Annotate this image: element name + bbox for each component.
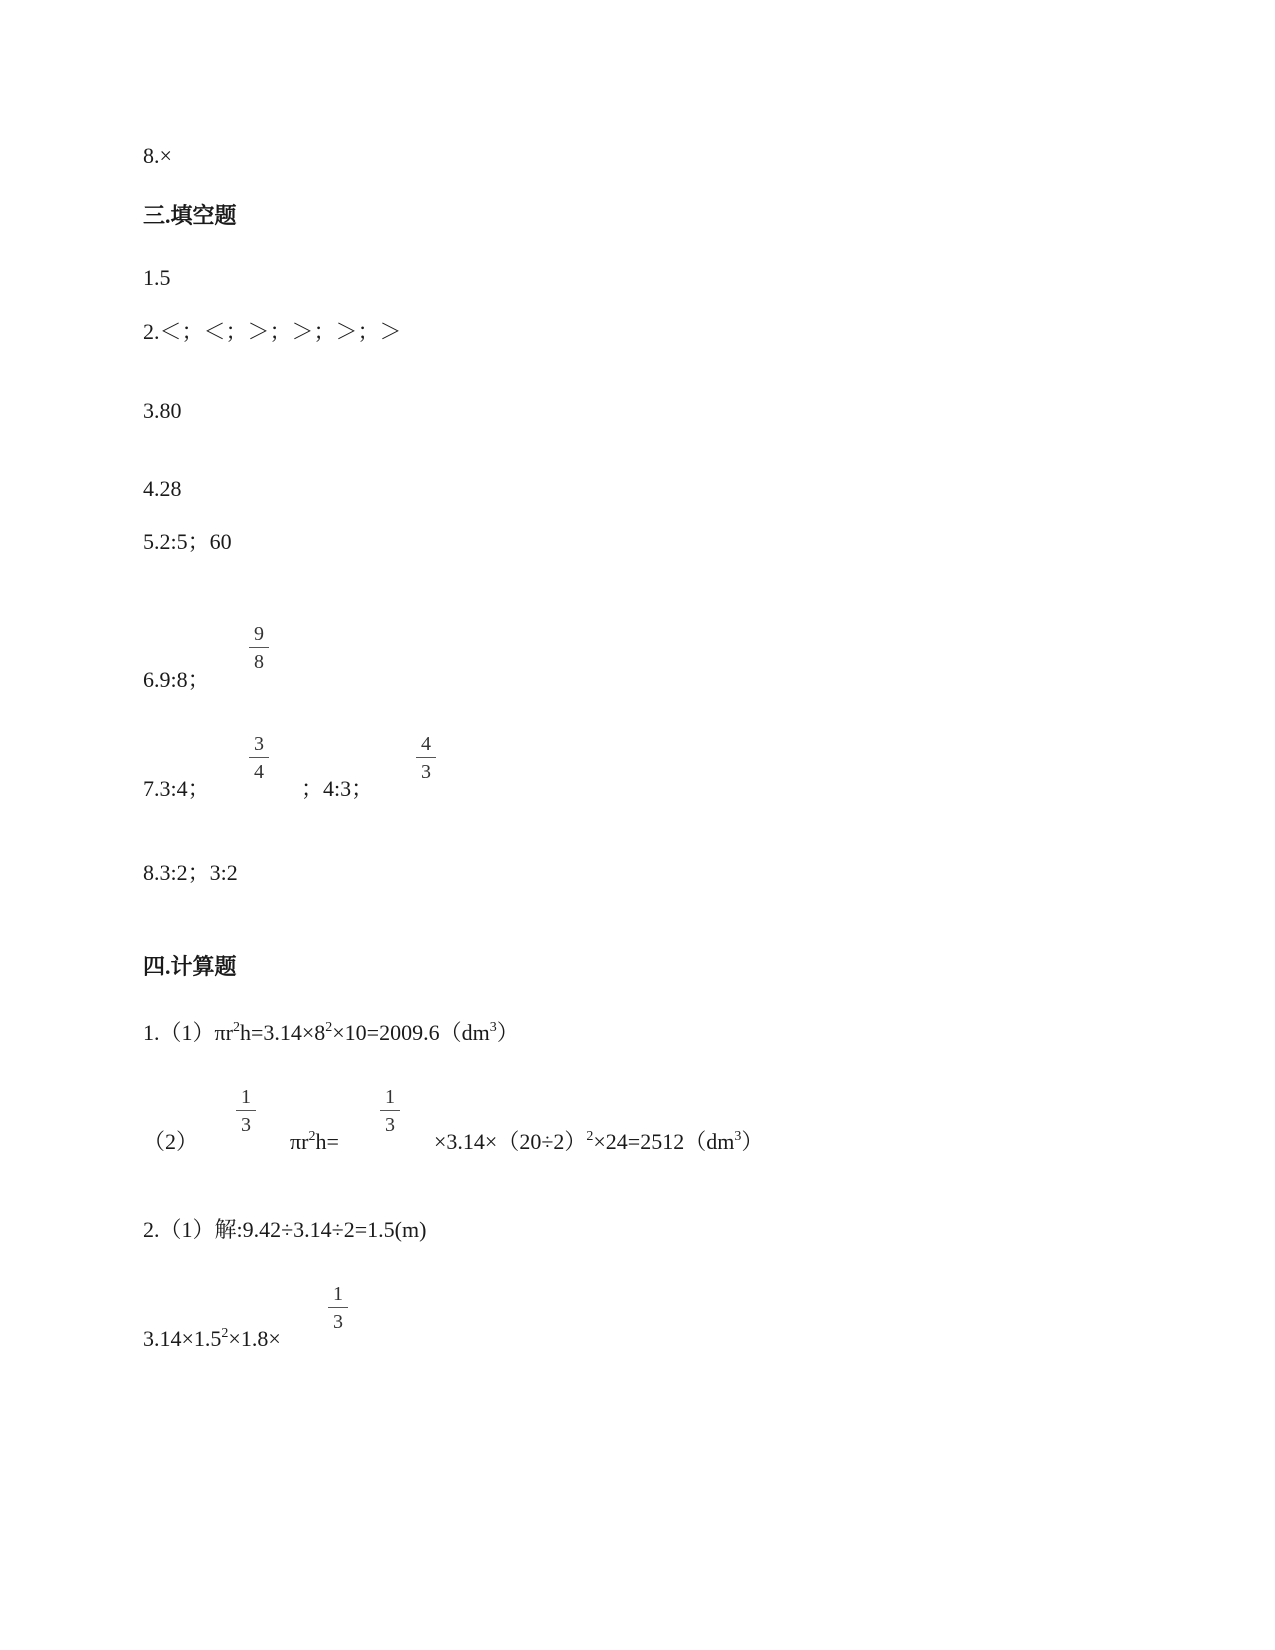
exponent: 3 <box>489 1020 497 1035</box>
fraction-1-3 <box>234 1086 258 1136</box>
answer-3-6: 6.9:8； <box>143 667 210 692</box>
answer-3-7-part2: ；4:3； <box>301 776 374 801</box>
answer-4-2-part2 <box>143 1326 281 1352</box>
fraction-denominator: 8 <box>254 651 264 673</box>
answer-4-1-part2-label: （2） <box>143 1129 199 1154</box>
expr-text: ×3.14×（20÷2） <box>434 1129 587 1154</box>
expr-text: 1.（1）πr <box>143 1020 233 1045</box>
exponent: 2 <box>221 1326 229 1341</box>
exponent: 2 <box>232 1020 240 1035</box>
exponent: 2 <box>308 1129 316 1144</box>
section-heading-calculation: 四.计算题 <box>143 954 237 979</box>
answer-3-8: 8.3:2；3:2 <box>143 860 238 885</box>
exponent: 3 <box>734 1129 742 1144</box>
answer-3-7-part1: 7.3:4； <box>143 776 210 801</box>
fraction-numerator: 1 <box>333 1283 343 1305</box>
fraction-1-3 <box>326 1283 350 1333</box>
fraction-bar <box>249 647 269 648</box>
expr-text: h=3.14×8 <box>239 1020 326 1045</box>
fraction-numerator: 1 <box>385 1086 395 1108</box>
fraction-numerator: 4 <box>421 733 431 755</box>
fraction-denominator: 3 <box>241 1114 251 1136</box>
fraction-bar <box>328 1307 348 1308</box>
fraction-9-8 <box>247 623 271 673</box>
expr-text: 3.14×1.5 <box>143 1326 222 1351</box>
answer-3-2: 2.＜；＜；＞；＞；＞；＞ <box>143 319 402 344</box>
answer-3-5: 5.2:5；60 <box>143 529 232 554</box>
answer-3-4: 4.28 <box>143 476 182 501</box>
fraction-numerator: 9 <box>254 623 264 645</box>
exponent: 2 <box>325 1020 333 1035</box>
fraction-bar <box>380 1110 400 1111</box>
answer-3-1: 1.5 <box>143 265 171 290</box>
fraction-bar <box>249 757 269 758</box>
expr-text: πr <box>290 1129 309 1154</box>
answer-4-2-part1: 2.（1）解:9.42÷3.14÷2=1.5(m) <box>143 1217 427 1242</box>
fraction-numerator: 1 <box>241 1086 251 1108</box>
expr-text: ） <box>496 1020 519 1045</box>
fraction-bar <box>416 757 436 758</box>
answer-line-8: 8.× <box>143 143 172 168</box>
fraction-denominator: 3 <box>333 1311 343 1333</box>
fraction-denominator: 4 <box>254 761 264 783</box>
answer-3-3: 3.80 <box>143 398 182 423</box>
exponent: 2 <box>586 1129 594 1144</box>
fraction-bar <box>236 1110 256 1111</box>
fraction-3-4 <box>247 733 271 783</box>
expr-text: ×10=2009.6（dm <box>332 1020 490 1045</box>
expr-text: h= <box>315 1129 339 1154</box>
fraction-denominator: 3 <box>385 1114 395 1136</box>
fraction-4-3 <box>414 733 438 783</box>
answer-4-1-part2-formula <box>290 1129 339 1155</box>
fraction-denominator: 3 <box>421 761 431 783</box>
fraction-1-3 <box>378 1086 402 1136</box>
expr-text: ×1.8× <box>228 1326 281 1351</box>
fraction-numerator: 3 <box>254 733 264 755</box>
expr-text: ） <box>741 1129 764 1154</box>
section-heading-fill-blank: 三.填空题 <box>143 203 237 228</box>
answer-4-1-part2-result <box>434 1129 763 1155</box>
expr-text: ×24=2512（dm <box>593 1129 735 1154</box>
answer-4-1-part1 <box>143 1020 519 1046</box>
